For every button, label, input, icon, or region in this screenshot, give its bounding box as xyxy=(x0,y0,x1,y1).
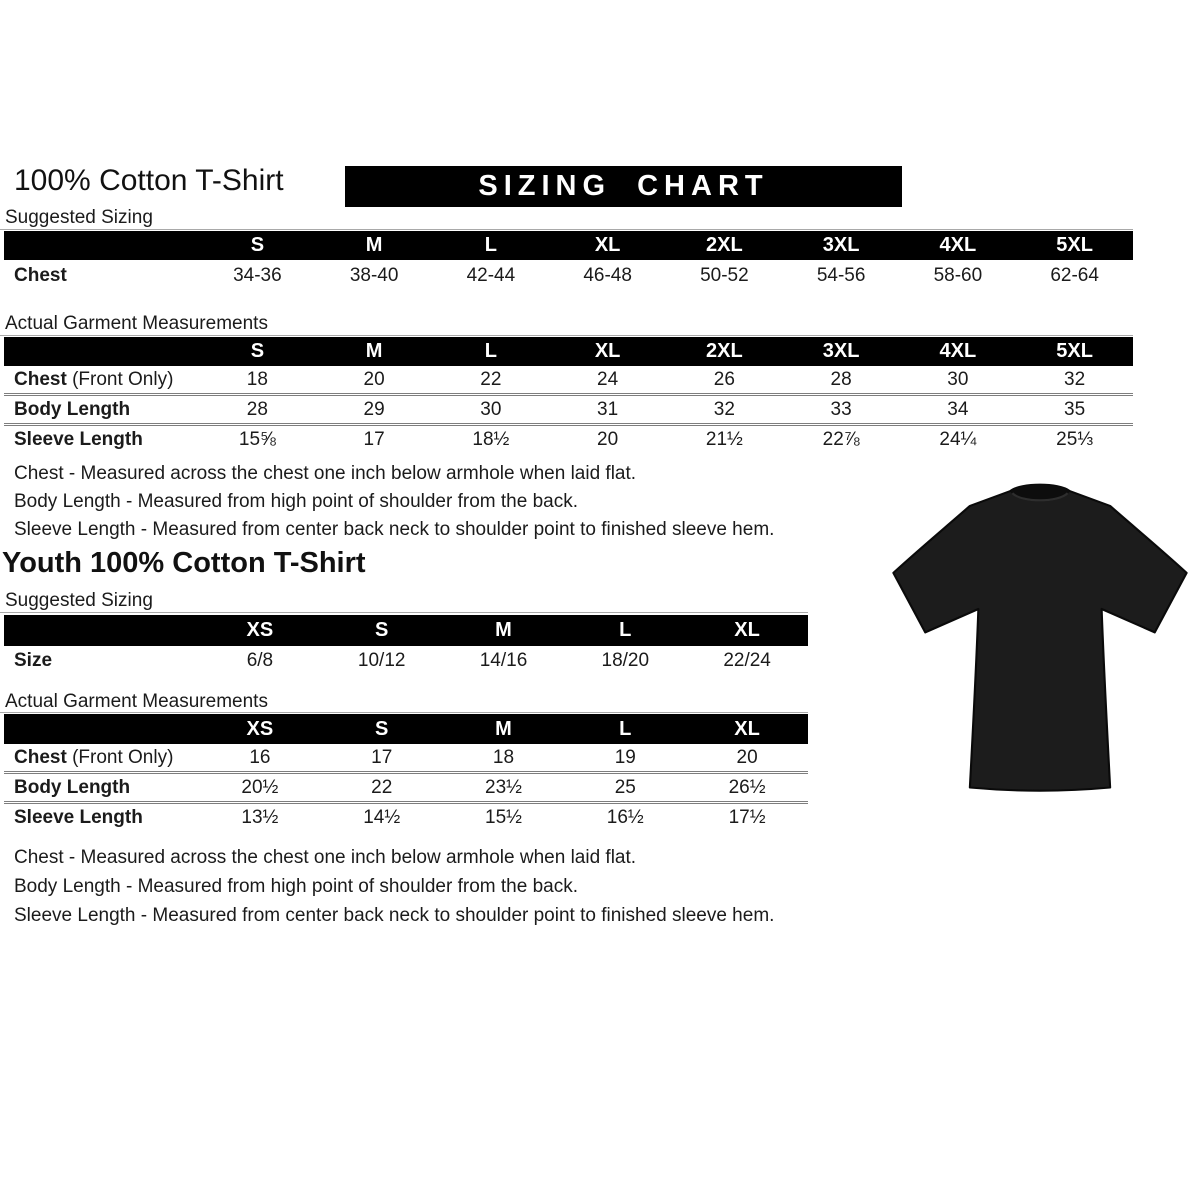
table-row xyxy=(4,774,808,801)
row-label: Sleeve Length xyxy=(14,807,143,828)
table-header-row xyxy=(4,714,808,744)
black-tshirt-graphic xyxy=(880,473,1200,813)
section-divider xyxy=(0,612,808,613)
column-header: 5XL xyxy=(1056,340,1093,362)
youth-actual-measurements-label: Actual Garment Measurements xyxy=(5,691,268,712)
header-label-spacer xyxy=(4,231,199,260)
note-sleeve-length: Sleeve Length - Measured from center back neck to shoulder point to finished sleeve hem. xyxy=(14,519,775,540)
table-cell: 22 xyxy=(371,777,393,798)
table-cell: 50-52 xyxy=(700,265,749,286)
youth-measurement-notes xyxy=(14,843,774,930)
table-cell: 29 xyxy=(363,399,385,420)
column-header: L xyxy=(619,619,632,641)
column-header: XL xyxy=(734,718,760,740)
table-cell: 17 xyxy=(363,429,385,450)
section-divider xyxy=(0,335,1133,336)
column-header: S xyxy=(250,340,265,362)
column-header: XS xyxy=(246,619,274,641)
note-body-length: Body Length - Measured from high point of shoulder from the back. xyxy=(14,491,578,512)
table-row xyxy=(4,396,1133,423)
header-label-spacer xyxy=(4,714,199,744)
row-label: Size xyxy=(14,650,53,671)
column-header: 5XL xyxy=(1056,234,1093,256)
table-cell: 32 xyxy=(1064,369,1086,390)
column-header: XL xyxy=(594,234,621,256)
note-chest: Chest - Measured across the chest one inch below armhole when laid flat. xyxy=(14,463,637,484)
column-header: 3XL xyxy=(822,340,860,362)
section-divider xyxy=(0,712,808,713)
column-header: M xyxy=(495,619,512,641)
table-header-row xyxy=(4,615,808,646)
table-cell: 14½ xyxy=(363,807,401,828)
column-header: M xyxy=(365,234,383,256)
table-cell: 62-64 xyxy=(1050,265,1099,286)
table-cell: 26 xyxy=(713,369,735,390)
column-header: S xyxy=(375,619,389,641)
table-cell: 34 xyxy=(947,399,969,420)
note-chest: Chest - Measured across the chest one inch below armhole when laid flat. xyxy=(14,847,637,868)
column-header: 4XL xyxy=(939,340,977,362)
table-cell: 6/8 xyxy=(246,650,274,671)
table-header-row xyxy=(4,231,1133,260)
table-cell: 16½ xyxy=(606,807,644,828)
header-label-spacer xyxy=(4,615,199,646)
table-cell: 31 xyxy=(597,399,619,420)
column-header: L xyxy=(619,718,632,740)
column-header: XL xyxy=(594,340,621,362)
table-cell: 33 xyxy=(830,399,852,420)
table-cell: 22⅞ xyxy=(822,429,860,450)
table-row xyxy=(4,804,808,831)
column-header: L xyxy=(484,340,497,362)
table-cell: 14/16 xyxy=(479,650,528,671)
table-cell: 15⅝ xyxy=(238,429,276,450)
table-header-row xyxy=(4,337,1133,366)
youth-actual-measurements-table xyxy=(4,714,808,831)
table-cell: 22 xyxy=(480,369,502,390)
table-cell: 20½ xyxy=(241,777,279,798)
adult-actual-measurements-label: Actual Garment Measurements xyxy=(5,313,268,334)
table-cell: 20 xyxy=(597,429,619,450)
table-cell: 46-48 xyxy=(583,265,632,286)
table-row xyxy=(4,260,1133,292)
table-cell: 28 xyxy=(246,399,268,420)
table-cell: 24 xyxy=(597,369,619,390)
adult-suggested-sizing-table xyxy=(4,231,1133,292)
table-cell: 22/24 xyxy=(723,650,771,671)
youth-suggested-sizing-label: Suggested Sizing xyxy=(5,590,153,611)
table-cell: 18/20 xyxy=(601,650,650,671)
sizing-chart-banner: SIZING CHART xyxy=(345,166,902,207)
column-header: L xyxy=(484,234,497,256)
row-label: Sleeve Length xyxy=(14,429,143,450)
table-cell: 30 xyxy=(480,399,502,420)
page-title: 100% Cotton T-Shirt xyxy=(14,164,284,197)
column-header: S xyxy=(250,234,265,256)
youth-section-title: Youth 100% Cotton T-Shirt xyxy=(2,547,366,579)
table-cell: 20 xyxy=(363,369,385,390)
table-cell: 23½ xyxy=(485,777,522,798)
table-cell: 25 xyxy=(614,777,636,798)
adult-measurement-notes xyxy=(14,460,774,544)
table-cell: 18 xyxy=(492,747,515,768)
row-label: Chest (Front Only) xyxy=(14,369,174,390)
table-cell: 18 xyxy=(246,369,268,390)
table-cell: 30 xyxy=(947,369,969,390)
tshirt-image xyxy=(880,473,1200,813)
column-header: S xyxy=(375,718,389,740)
youth-suggested-sizing-table xyxy=(4,615,808,676)
column-header: 2XL xyxy=(706,234,743,256)
column-header: XS xyxy=(246,718,274,740)
column-header: 4XL xyxy=(939,234,977,256)
table-cell: 58-60 xyxy=(933,265,983,286)
table-cell: 25⅓ xyxy=(1056,429,1094,450)
adult-actual-measurements-table xyxy=(4,337,1133,453)
adult-suggested-sizing-label: Suggested Sizing xyxy=(5,207,153,228)
table-cell: 32 xyxy=(713,399,735,420)
note-sleeve-length: Sleeve Length - Measured from center back neck to shoulder point to finished sleeve hem. xyxy=(14,905,775,926)
section-divider xyxy=(0,229,1133,230)
table-cell: 54-56 xyxy=(816,265,866,286)
table-cell: 16 xyxy=(249,747,271,768)
table-row xyxy=(4,744,808,771)
table-cell: 19 xyxy=(614,747,636,768)
table-cell: 17½ xyxy=(728,807,766,828)
table-cell: 18½ xyxy=(472,429,510,450)
column-header: 2XL xyxy=(706,340,743,362)
table-cell: 24¼ xyxy=(939,429,977,450)
table-cell: 26½ xyxy=(728,777,766,798)
table-cell: 42-44 xyxy=(466,265,516,286)
row-label: Body Length xyxy=(14,777,131,798)
table-cell: 15½ xyxy=(485,807,522,828)
table-cell: 38-40 xyxy=(349,265,399,286)
table-row xyxy=(4,646,808,676)
table-cell: 13½ xyxy=(241,807,279,828)
row-label: Body Length xyxy=(14,399,131,420)
column-header: M xyxy=(495,718,512,740)
table-cell: 21½ xyxy=(705,429,743,450)
table-row xyxy=(4,426,1133,453)
column-header: 3XL xyxy=(822,234,860,256)
row-label: Chest (Front Only) xyxy=(14,747,174,768)
table-cell: 17 xyxy=(371,747,393,768)
table-cell: 10/12 xyxy=(357,650,406,671)
note-body-length: Body Length - Measured from high point of shoulder from the back. xyxy=(14,876,578,897)
column-header: M xyxy=(365,340,383,362)
column-header: XL xyxy=(734,619,760,641)
table-cell: 28 xyxy=(830,369,852,390)
table-cell: 35 xyxy=(1064,399,1086,420)
table-cell: 20 xyxy=(736,747,758,768)
table-row xyxy=(4,366,1133,393)
table-cell: 34-36 xyxy=(233,265,282,286)
header-label-spacer xyxy=(4,337,199,366)
row-label: Chest xyxy=(14,265,67,286)
